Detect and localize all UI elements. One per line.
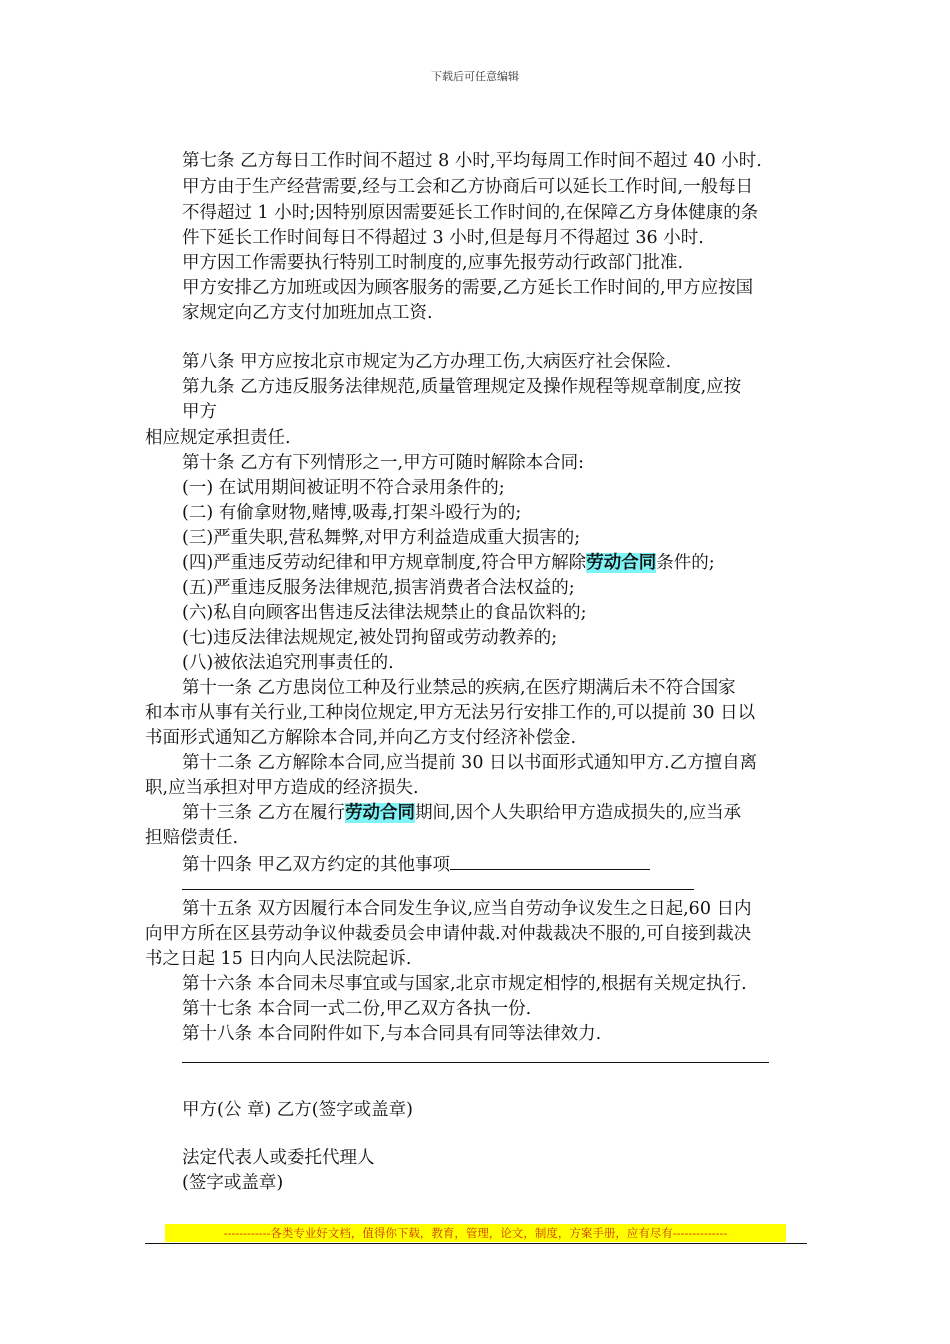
- attachment-line: [182, 1062, 769, 1063]
- article-10-item-1: (一) 在试用期间被证明不符合录用条件的;: [182, 478, 505, 498]
- highlight-keyword: 劳动合同: [586, 553, 657, 573]
- signature-sign: (签字或盖章): [182, 1173, 284, 1193]
- article-7-line-2: 甲方由于生产经营需要,经与工会和乙方协商后可以延长工作时间,一般每日: [182, 177, 754, 197]
- article-11-line-1: 第十一条 乙方患岗位工种及行业禁忌的疾病,在医疗期满后未不符合国家: [182, 678, 736, 698]
- page-header: 下载后可任意编辑: [431, 70, 519, 83]
- article-10-item-4-text: (四)严重违反劳动纪律和甲方规章制度,符合甲方解除: [182, 553, 587, 573]
- article-8: 第八条 甲方应按北京市规定为乙方办理工伤,大病医疗社会保险.: [182, 352, 672, 372]
- article-11-line-3: 书面形式通知乙方解除本合同,并向乙方支付经济补偿金.: [145, 728, 577, 748]
- article-10-item-6: (六)私自向顾客出售违反法律法规禁止的食品饮料的;: [182, 603, 587, 623]
- article-14: [182, 851, 650, 878]
- article-7-line-6: 甲方安排乙方加班或因为顾客服务的需要,乙方延长工作时间的,甲方应按国: [182, 278, 754, 298]
- highlight-keyword: 劳动合同: [345, 803, 416, 823]
- article-9-line-3: 相应规定承担责任.: [145, 428, 291, 448]
- article-15-line-1: 第十五条 双方因履行本合同发生争议,应当自劳动争议发生之日起,60 日内: [182, 899, 752, 919]
- article-13-text: 第十三条 乙方在履行: [182, 803, 346, 823]
- article-10-item-8: (八)被依法追究刑事责任的.: [182, 653, 394, 673]
- footer-rule: [145, 1243, 807, 1244]
- article-13-tail: 期间,因个人失职给甲方造成损失的,应当承: [415, 803, 742, 823]
- article-7-line-1: 第七条 乙方每日工作时间不超过 8 小时,平均每周工作时间不超过 40 小时.: [182, 151, 762, 171]
- article-13-line-2: 担赔偿责任.: [145, 828, 239, 848]
- article-7-line-7: 家规定向乙方支付加班加点工资.: [182, 303, 433, 323]
- article-10-item-5: (五)严重违反服务法律规范,损害消费者合法权益的;: [182, 578, 575, 598]
- article-7-line-4: 件下延长工作时间每日不得超过 3 小时,但是每月不得超过 36 小时.: [182, 228, 704, 248]
- article-10-item-4: [182, 551, 715, 576]
- signature-parties: 甲方(公 章) 乙方(签字或盖章): [182, 1100, 413, 1120]
- article-16: 第十六条 本合同未尽事宜或与国家,北京市规定相悖的,根据有关规定执行.: [182, 974, 747, 994]
- article-11-line-2: 和本市从事有关行业,工种岗位规定,甲方无法另行安排工作的,可以提前 30 日以: [145, 703, 756, 723]
- article-13-line-1: [182, 801, 741, 826]
- article-10-item-7: (七)违反法律法规规定,被处罚拘留或劳动教养的;: [182, 628, 558, 648]
- article-15-line-3: 书之日起 15 日内向人民法院起诉.: [145, 949, 412, 969]
- article-14-text: 第十四条 甲乙双方约定的其他事项: [182, 855, 451, 875]
- article-12-line-1: 第十二条 乙方解除本合同,应当提前 30 日以书面形式通知甲方.乙方擅自离: [182, 753, 758, 773]
- article-10-item-4-tail: 条件的;: [656, 553, 715, 573]
- article-18: 第十八条 本合同附件如下,与本合同具有同等法律效力.: [182, 1024, 602, 1044]
- article-12-line-2: 职,应当承担对甲方造成的经济损失.: [145, 778, 419, 798]
- fill-in-blank: [450, 851, 650, 870]
- fill-in-line: [182, 889, 694, 890]
- article-10-item-3: (三)严重失职,营私舞弊,对甲方利益造成重大损害的;: [182, 528, 581, 548]
- article-10-intro: 第十条 乙方有下列情形之一,甲方可随时解除本合同:: [182, 453, 585, 473]
- footer-banner: ------------各类专业好文档，值得你下载，教育，管理，论文，制度，方案手册，应有尽有--------------: [165, 1224, 786, 1242]
- article-7-line-3: 不得超过 1 小时;因特别原因需要延长工作时间的,在保障乙方身体健康的条: [182, 203, 759, 223]
- signature-representative: 法定代表人或委托代理人: [182, 1148, 375, 1168]
- article-10-item-2: (二) 有偷拿财物,赌博,吸毒,打架斗殴行为的;: [182, 503, 522, 523]
- article-9-line-1: 第九条 乙方违反服务法律规范,质量管理规定及操作规程等规章制度,应按: [182, 377, 742, 397]
- article-7-line-5: 甲方因工作需要执行特别工时制度的,应事先报劳动行政部门批准.: [182, 253, 684, 273]
- article-9-line-2: 甲方: [182, 402, 217, 422]
- article-17: 第十七条 本合同一式二份,甲乙双方各执一份.: [182, 999, 532, 1019]
- article-15-line-2: 向甲方所在区县劳动争议仲裁委员会申请仲裁.对仲裁裁决不服的,可自接到裁决: [145, 924, 752, 944]
